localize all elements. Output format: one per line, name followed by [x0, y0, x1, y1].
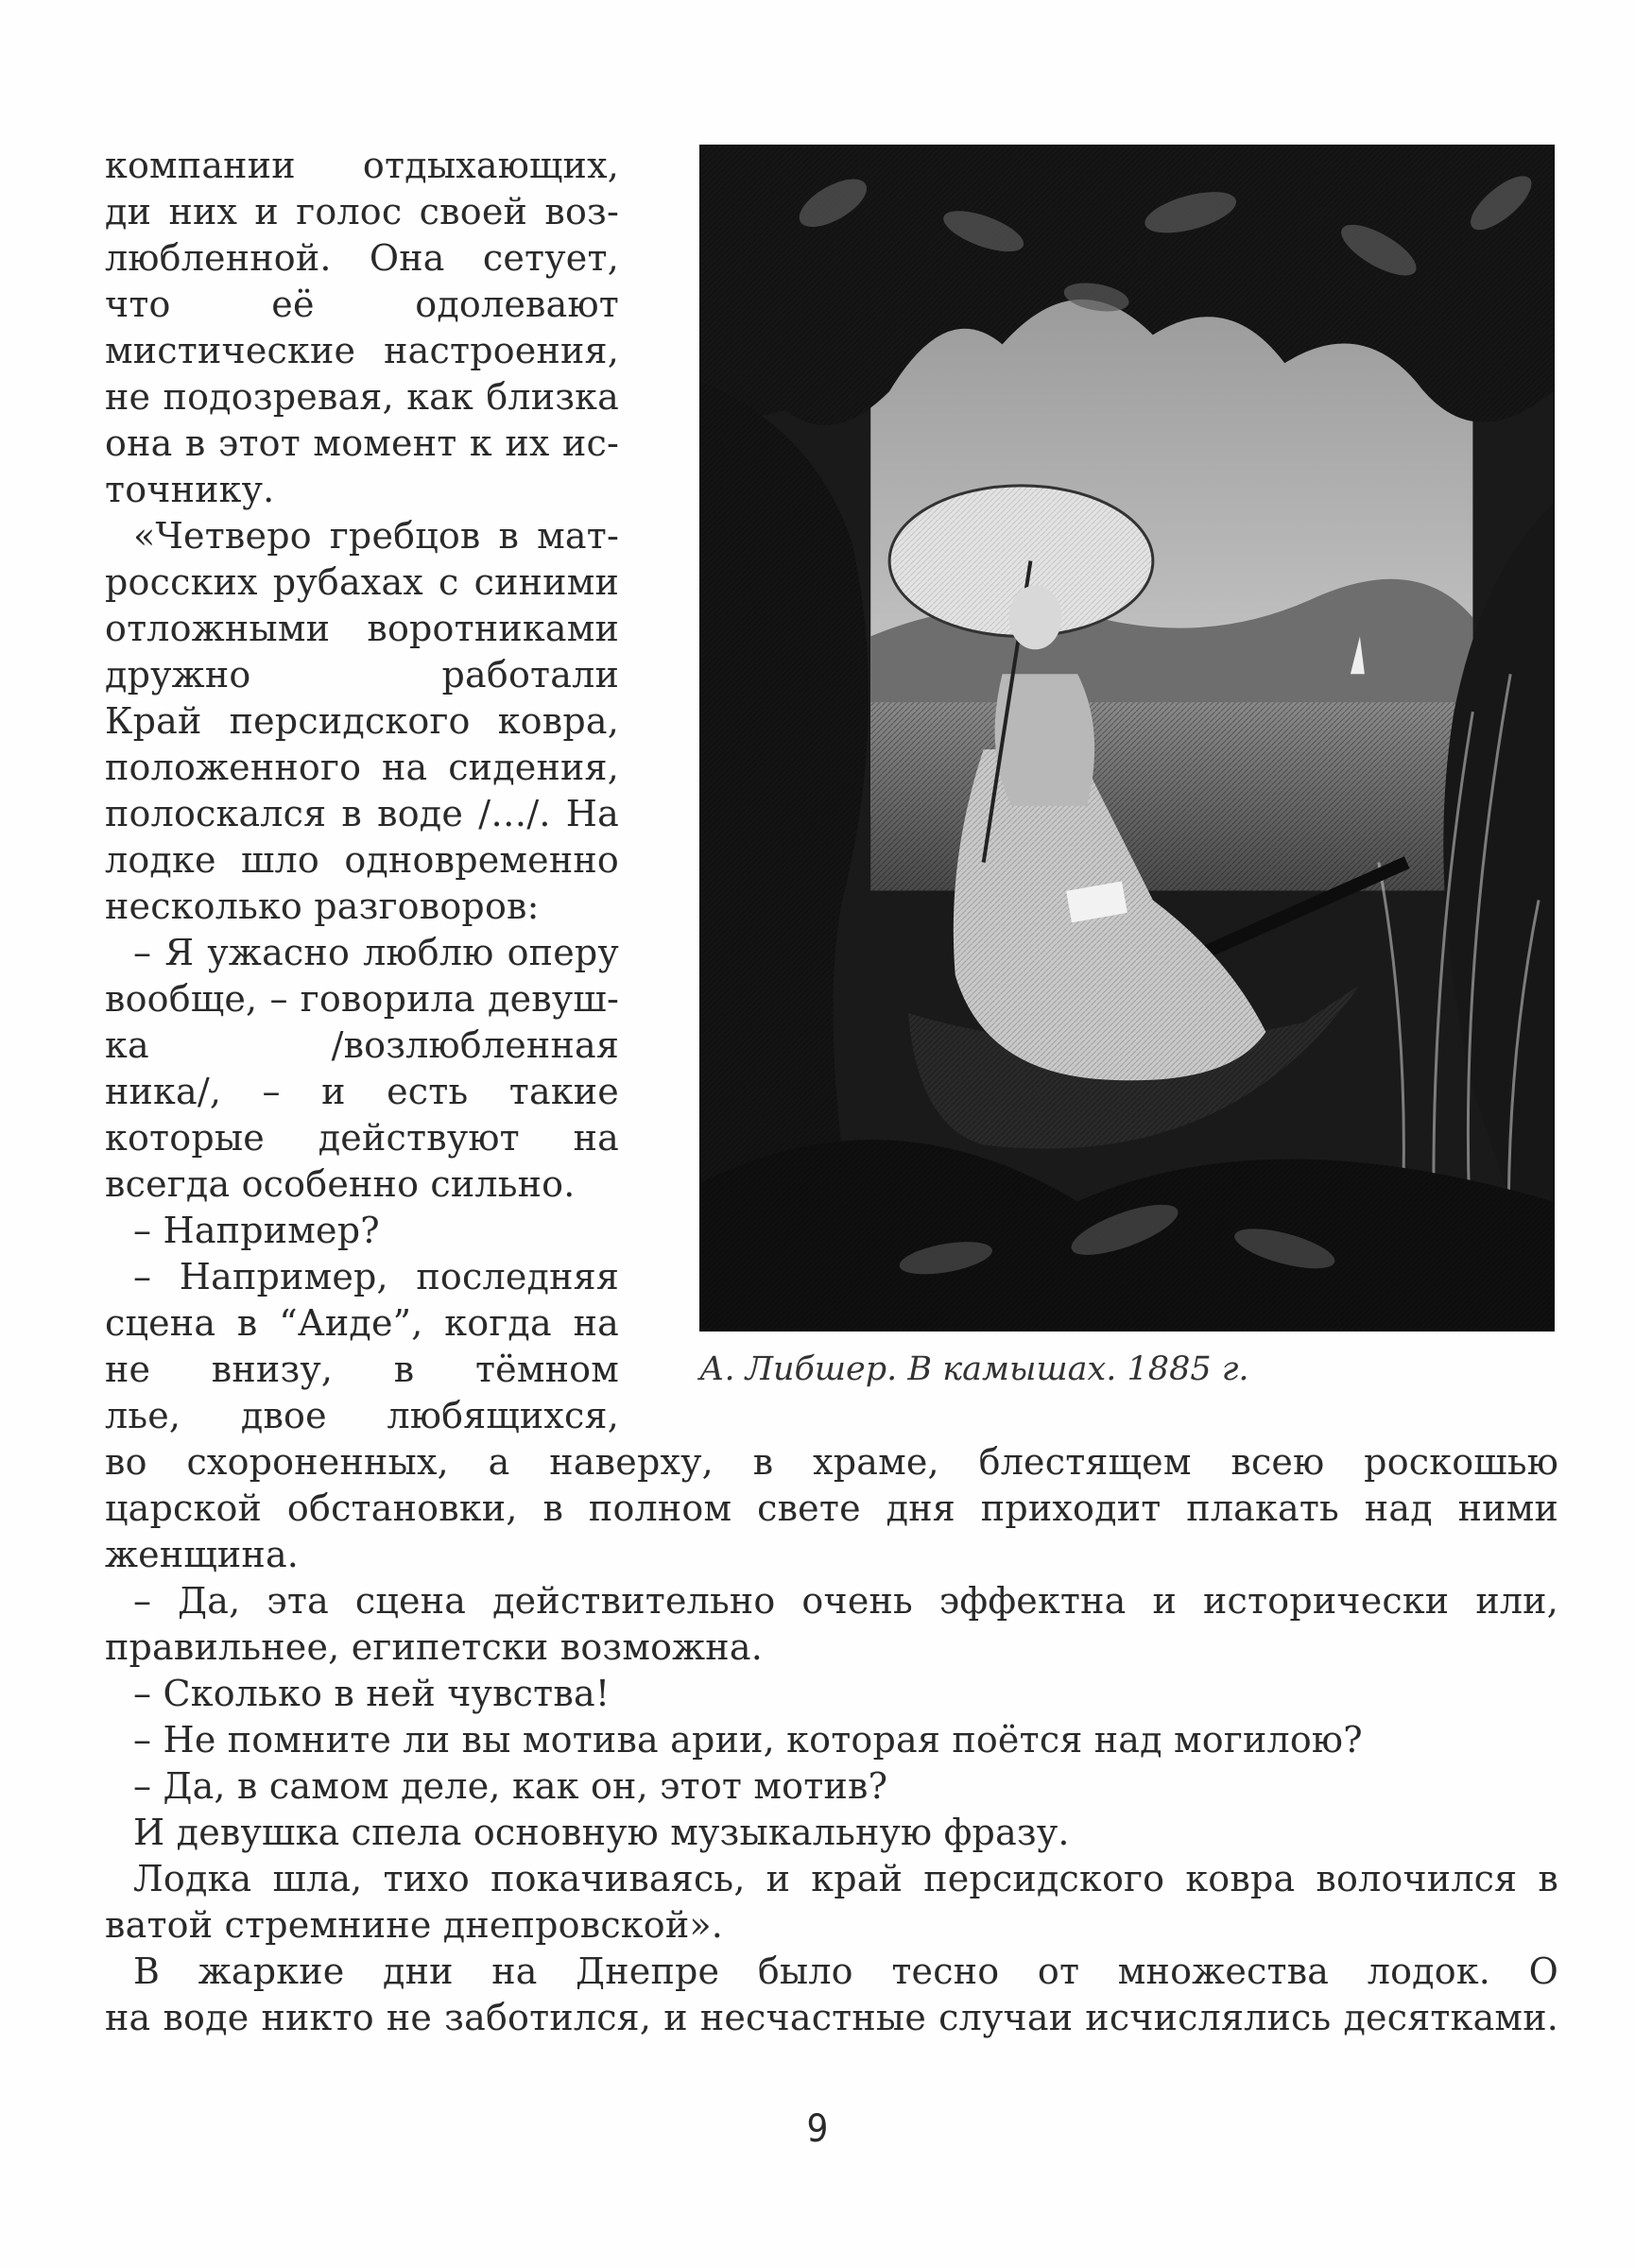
text-line: несколько разговоров: [105, 885, 540, 927]
text-line: во схороненных, а наверху, в храме, блестящем всею роскошью [105, 1441, 1558, 1483]
text-line: правильнее, египетски возможна. [105, 1626, 763, 1668]
text-line: Лодка шла, тихо покачиваясь, и край персидского ковра волочился в [133, 1858, 1558, 1899]
text-line: ка /возлюбленная [105, 1024, 619, 1066]
text-line: «Четверо гребцов в мат- [133, 515, 619, 557]
text-line: которые действуют на [105, 1117, 619, 1159]
text-line: В жаркие дни на Днепре было тесно от множества лодок. О [133, 1950, 1558, 1992]
text-line: ватой стремнине днепровской». [105, 1904, 724, 1946]
text-line: мистические настроения, [105, 330, 619, 371]
figure-caption: А. Либшер. В камышах. 1885 г. [699, 1350, 1249, 1388]
text-line: что её одолевают [105, 284, 619, 325]
text-line: – Например, последняя [133, 1256, 619, 1297]
text-line: женщина. [105, 1534, 300, 1575]
text-line: сцена в “Аиде”, когда на [105, 1302, 619, 1344]
text-line: – Да, эта сцена действительно очень эффектна и исторически или, [133, 1580, 1558, 1622]
text-line: отложными воротниками [105, 608, 619, 649]
text-line: – Да, в самом деле, как он, этот мотив? [133, 1765, 888, 1807]
engraving-illustration [699, 145, 1555, 1332]
text-line: – Например? [133, 1210, 380, 1251]
text-line: компании отдыхающих, [105, 145, 619, 186]
text-line: – Не помните ли вы мотива арии, которая поётся над могилою? [133, 1719, 1363, 1761]
page-number: 9 [806, 2107, 829, 2151]
text-line: на воде никто не заботился, и несчастные случаи исчислялись десятками. [105, 1997, 1558, 2038]
text-line: любленной. Она сетует, [105, 237, 619, 279]
text-line: – Я ужасно люблю оперу [133, 932, 619, 973]
text-line: ди них и голос своей воз- [105, 191, 619, 232]
text-line: лье, двое любящихся, [105, 1395, 619, 1436]
text-line: всегда особенно сильно. [105, 1163, 576, 1205]
text-line: не подозревая, как близка [105, 376, 619, 418]
text-line: не внизу, в тёмном [105, 1349, 619, 1390]
text-line: И девушка спела основную музыкальную фразу. [133, 1812, 1070, 1853]
text-line: вообще, – говорила девуш- [105, 978, 619, 1020]
text-line: росских рубахах с синими [105, 561, 619, 603]
text-line: положенного на сидения, [105, 747, 619, 788]
text-line: царской обстановки, в полном свете дня приходит плакать над ними [105, 1487, 1558, 1529]
text-line: – Сколько в ней чувства! [133, 1673, 611, 1714]
text-line: дружно работали [105, 654, 619, 696]
text-line: ника/, – и есть такие [105, 1071, 619, 1112]
text-line: точнику. [105, 469, 275, 510]
text-line: она в этот момент к их ис- [105, 422, 619, 464]
text-line: лодке шло одновременно [105, 839, 619, 881]
text-line: Край персидского ковра, [105, 700, 619, 742]
text-line: полоскался в воде /…/. На [105, 793, 619, 834]
